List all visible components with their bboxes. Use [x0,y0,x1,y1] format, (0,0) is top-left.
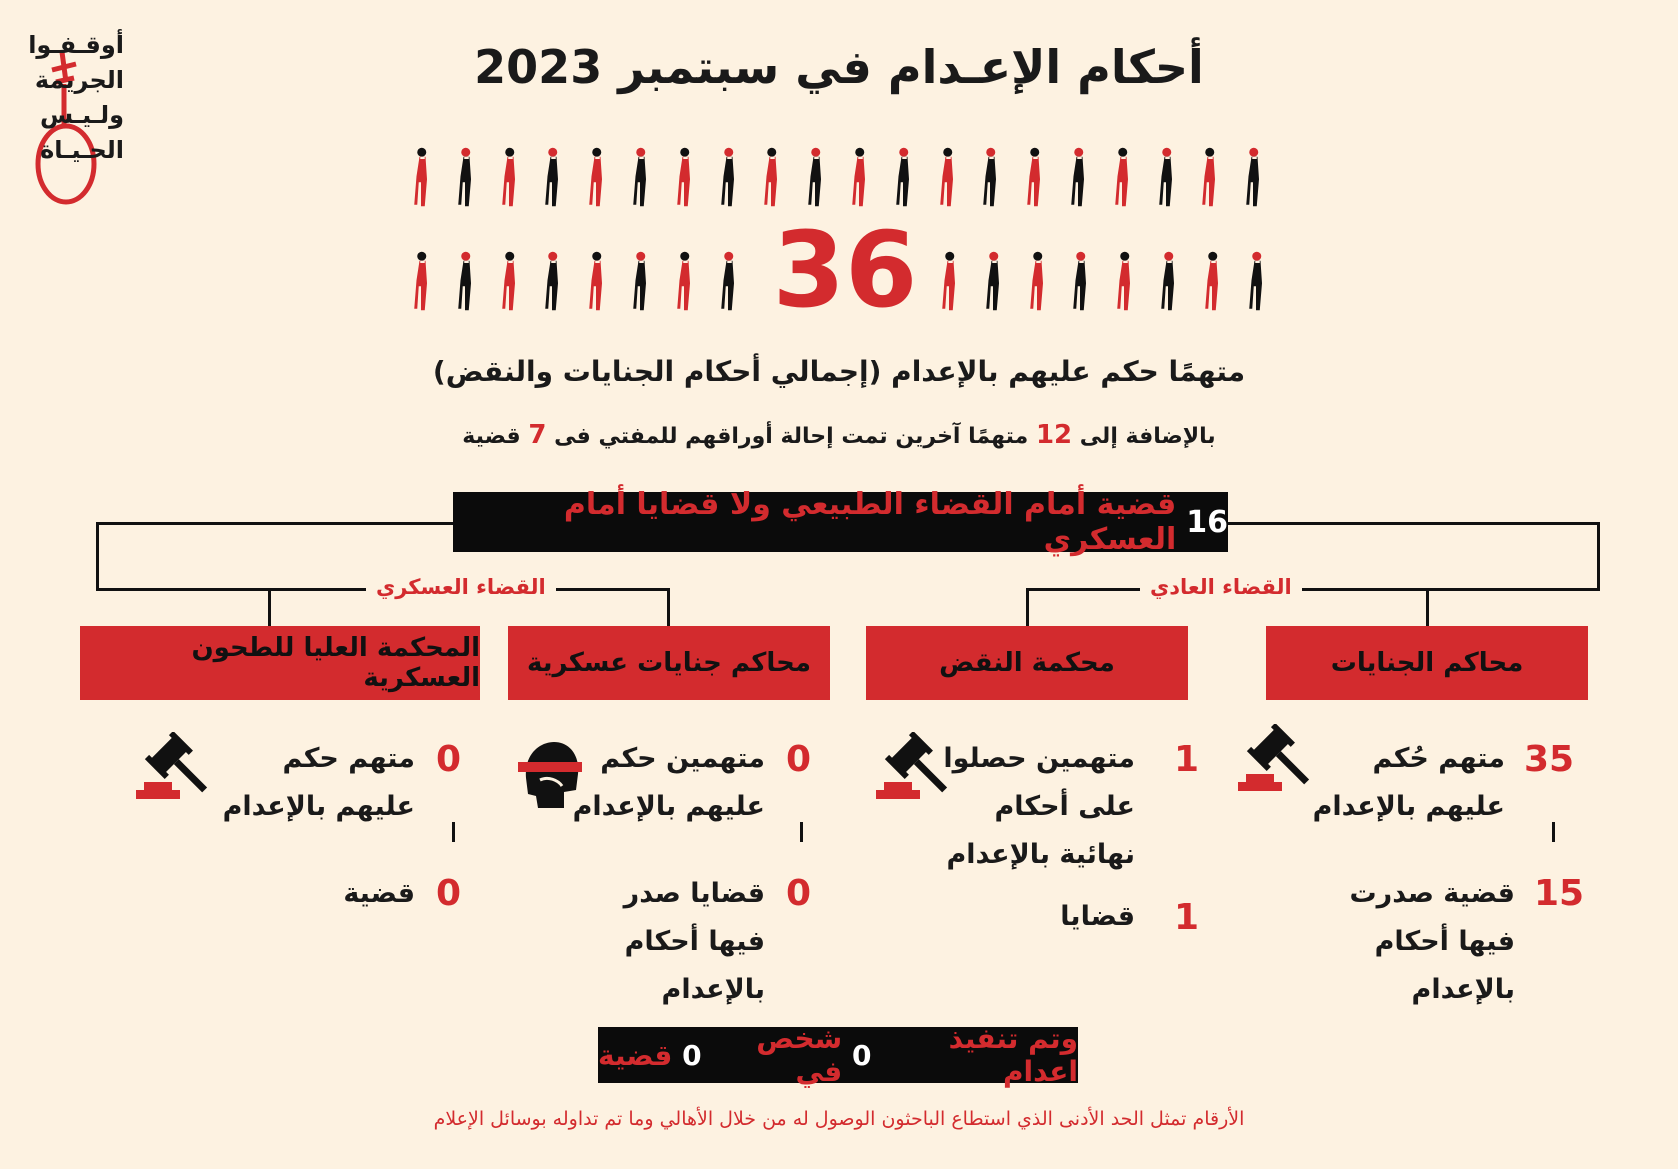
exec-num-1: 0 [851,1038,872,1072]
hanging-person-icon [1028,240,1046,322]
hanging-person-icon [1157,136,1175,218]
hanging-person-icon [412,240,430,322]
page-title: أحكام الإعـدام في سبتمبر 2023 [474,40,1204,94]
military-supreme-defendants-count: 0 [436,739,462,780]
total-cases-text: قضية أمام القضاء الطبيعي ولا قضايا أمام العسكري [563,487,1177,557]
hanging-person-icon [850,136,868,218]
logo-line-1: أوقـفـوا [28,31,124,59]
cassation-defendants-count: 1 [1174,739,1200,780]
drop-cassation [1026,588,1029,626]
hanging-person-icon [1113,136,1131,218]
hanging-person-icon [981,136,999,218]
logo-line-2: الجريمة [34,66,124,94]
divider-tick [800,822,803,842]
hanging-person-icon [543,240,561,322]
cassation-cases-label: قضايا [1060,901,1135,932]
hanging-person-icon [719,240,737,322]
court-criminal: محاكم الجنايات [1266,626,1588,700]
cassation-cases-count: 1 [1174,897,1200,938]
hanging-person-icon [1069,136,1087,218]
exec-part-1: وتم تنفيذ اعدام [948,1022,1078,1088]
military-supreme-defendants-label: متهم حكم عليهم بالإعدام [222,743,415,822]
note-part-1: بالإضافة إلى [1079,424,1216,449]
total-cases-banner [453,487,1228,557]
exec-part-3: قضية [598,1038,673,1072]
logo-line-4: الحـيـاة [40,136,124,164]
hanging-person-icon [1025,136,1043,218]
footer-note: الأرقام تمثل الحد الأدنى الذي استطاع الباحثون الوصول له من خلال الأهالي وما تم تداوله بوسائل الإعلام [433,1108,1245,1130]
hanging-person-icon [500,240,518,322]
hanging-person-icon [456,240,474,322]
hanging-person-icon [631,240,649,322]
drop-military-criminal [667,588,670,626]
hanging-person-icon [894,136,912,218]
ordinary-branch-line [1026,588,1600,591]
hanging-person-icon [631,136,649,218]
subtitle: متهمًا حكم عليهم بالإعدام (إجمالي أحكام الجنايات والنقض) [432,355,1246,388]
hanging-person-icon [1159,240,1177,322]
hanging-person-icon [587,136,605,218]
hanging-person-icon [587,240,605,322]
hanging-person-icon [940,240,958,322]
executions-banner [598,1022,1078,1088]
hanging-person-icon [1247,240,1265,322]
court-military-criminal: محاكم جنايات عسكرية [508,626,830,700]
drop-criminal [1426,588,1429,626]
court-military-supreme: المحكمة العليا للطحون العسكرية [80,626,480,700]
tree-right-drop [1597,522,1600,590]
military-criminal-defendants-count: 0 [786,739,812,780]
criminal-cases-count: 15 [1534,873,1585,914]
exec-num-2: 0 [682,1038,702,1072]
total-sentenced-number: 36 [772,209,918,331]
drop-military-supreme [268,588,271,626]
cassation-defendants-label: متهمين حصلوا على أحكام نهائية بالإعدام [943,743,1135,870]
ordinary-section-label: القضاء العادي [1140,575,1302,599]
tree-left-drop [96,522,99,590]
hanging-person-icon [500,136,518,218]
hanging-person-icon [984,240,1002,322]
hanging-person-icon [1203,240,1221,322]
hanging-person-icon [762,136,780,218]
criminal-defendants-count: 35 [1524,739,1575,780]
note-part-2: متهمًا آخرين تمت إحالة أوراقهم للمفتي فى [554,424,1029,449]
divider-tick [1552,822,1555,842]
military-criminal-cases-label: قضايا صدر فيها أحكام بالإعدام [623,878,765,1005]
note-num-1: 12 [1035,420,1073,450]
note-num-2: 7 [528,420,547,450]
hanging-person-icon [1200,136,1218,218]
note-part-3: قضية [462,424,521,449]
referral-note [0,420,1678,450]
court-cassation: محكمة النقض [866,626,1188,700]
hanging-person-icon [675,136,693,218]
military-criminal-cases-count: 0 [786,873,812,914]
divider-tick [452,822,455,842]
hanging-person-icon [806,136,824,218]
hanging-person-icon [412,136,430,218]
hanging-person-icon [938,136,956,218]
military-supreme-cases-count: 0 [436,873,462,914]
exec-part-2: شخص في [756,1022,843,1088]
hanging-person-icon [456,136,474,218]
hanging-person-icon [1115,240,1133,322]
criminal-cases-label: قضية صدرت فيها أحكام بالإعدام [1349,878,1515,1005]
criminal-defendants-label: متهم حُكم عليهم بالإعدام [1312,743,1505,822]
military-section-label: القضاء العسكري [366,575,556,599]
logo-line-3: ولـيـس [39,101,124,129]
hanging-person-icon [675,240,693,322]
hanging-person-icon [719,136,737,218]
hanging-person-icon [1071,240,1089,322]
hanging-person-icon [543,136,561,218]
total-cases-number: 16 [1186,504,1228,540]
military-supreme-cases-label: قضية [343,878,415,909]
military-criminal-defendants-label: متهمين حكم عليهم بالإعدام [572,743,765,822]
hanging-person-icon [1244,136,1262,218]
